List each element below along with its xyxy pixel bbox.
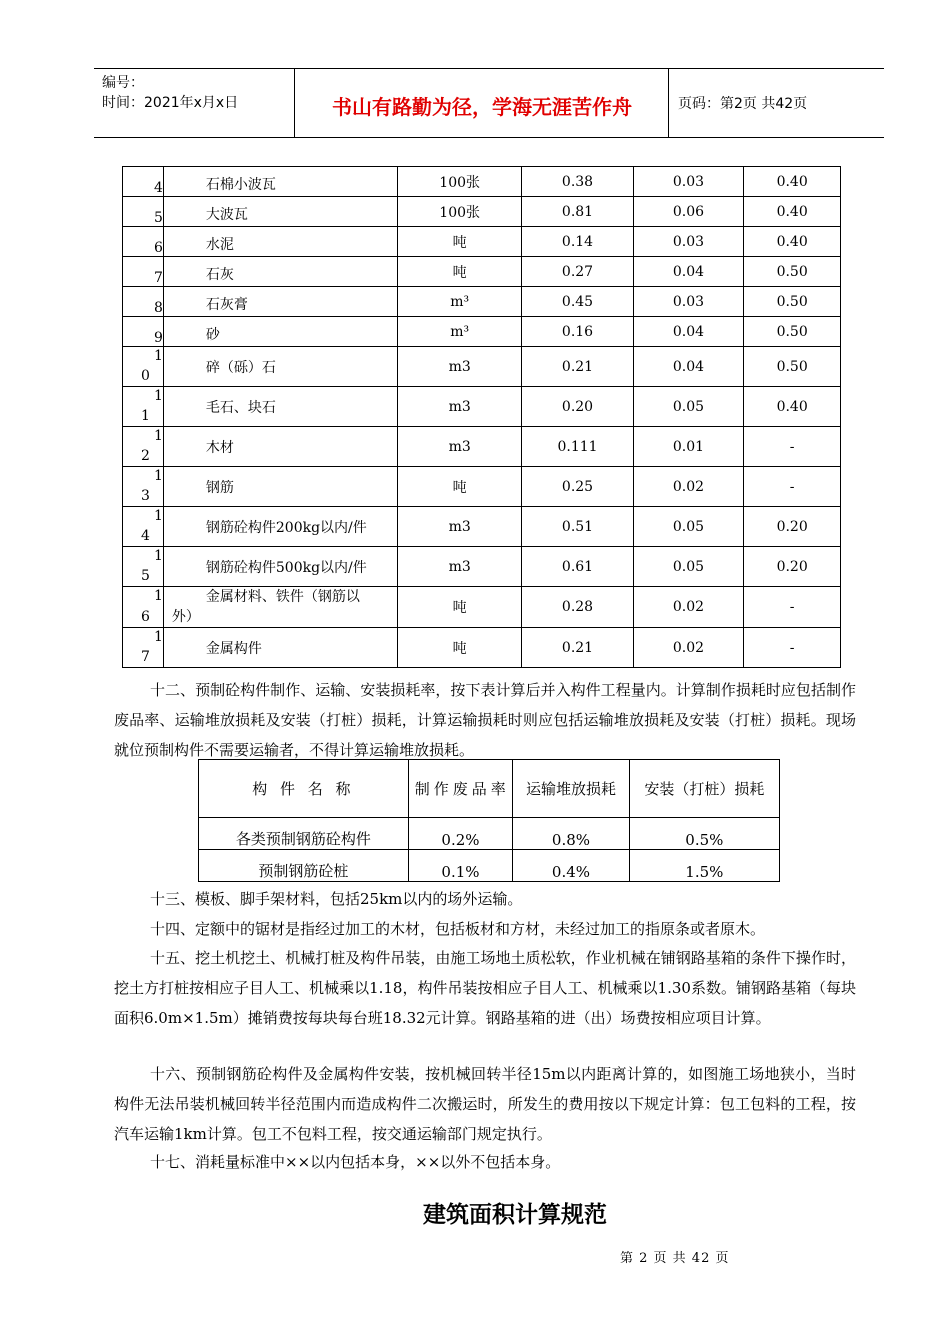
value-cell: 0.01 [633,427,744,467]
value-cell: 0.04 [633,347,744,387]
row-number-tens: 1 [153,348,163,364]
table-row [199,818,780,850]
material-loss-table [122,166,841,668]
value-cell: 0.02 [633,467,744,507]
row-number: 8 [123,287,164,317]
value-cell: 0.50 [744,287,841,317]
row-number-units: 3 [141,488,150,504]
row-number [123,507,164,547]
value-cell: 0.20 [744,547,841,587]
material-name: 碎（砾）石 [163,347,397,387]
row-number [123,547,164,587]
value-cell: 0.16 [522,317,633,347]
row-number: 5 [123,197,164,227]
unit: m³ [397,287,521,317]
unit: m3 [397,507,521,547]
section-title: 建筑面积计算规范 [423,1202,607,1228]
row-number-units: 4 [141,528,150,544]
value-cell: 0.02 [633,587,744,628]
value-cell: - [744,628,841,668]
material-name: 钢筋砼构件200kg以内/件 [163,507,397,547]
unit: m3 [397,347,521,387]
motto: 书山有路勤为径，学海无涯苦作舟 [332,95,632,119]
row-number: 9 [123,317,164,347]
table-row [123,427,841,467]
value-cell: 0.28 [522,587,633,628]
cell: 0.2% [408,818,513,850]
table-header-row [199,760,780,818]
value-cell: 0.05 [633,387,744,427]
value-cell: 0.40 [744,227,841,257]
value-cell: 0.40 [744,197,841,227]
unit: m3 [397,547,521,587]
cell: 各类预制钢筋砼构件 [199,818,409,850]
value-cell: 0.03 [633,167,744,197]
table-row [123,628,841,668]
table-row [123,507,841,547]
row-number-tens: 1 [153,588,163,604]
value-cell: 0.21 [522,628,633,668]
code-label: 编号： [102,75,144,91]
material-name: 钢筋砼构件500kg以内/件 [163,547,397,587]
value-cell: 0.04 [633,257,744,287]
value-cell: 0.21 [522,347,633,387]
cell: 1.5% [629,850,779,882]
row-number-units: 0 [141,368,150,384]
unit: m3 [397,387,521,427]
value-cell: 0.05 [633,547,744,587]
cell: 0.1% [408,850,513,882]
row-number-units: 7 [141,649,150,665]
paragraph-13: 十三、模板、脚手架材料，包括25km以内的场外运输。 [150,890,523,908]
unit: 吨 [397,257,521,287]
row-number-tens: 1 [153,629,163,645]
page-info: 页码：第2页 共42页 [678,96,808,112]
value-cell: 0.27 [522,257,633,287]
value-cell: 0.06 [633,197,744,227]
table-row [123,347,841,387]
material-name: 毛石、块石 [163,387,397,427]
value-cell: 0.45 [522,287,633,317]
header-name: 构 件 名 称 [199,760,409,818]
value-cell: - [744,427,841,467]
value-cell: - [744,467,841,507]
row-number [123,347,164,387]
row-number: 4 [123,167,164,197]
row-number [123,387,164,427]
unit: m³ [397,317,521,347]
paragraph-16: 十六、预制钢筋砼构件及金属构件安装，按机械回转半径15m以内距离计算的，如图施工场地狭小，当时构件无法吊装机械回转半径范围内而造成构件二次搬运时，所发生的费用按以下规定计算：包工包料的工程，按汽车运输1km计算。包工不包料工程，按交通运输部门规定执行。 [114,1065,856,1143]
table-row [123,167,841,197]
value-cell: 0.38 [522,167,633,197]
value-cell: 0.40 [744,387,841,427]
row-number [123,467,164,507]
material-name: 砂 [163,317,397,347]
value-cell: 0.25 [522,467,633,507]
value-cell: 0.50 [744,347,841,387]
header-install-loss: 安装（打桩）损耗 [629,760,779,818]
table-row [123,317,841,347]
material-name: 钢筋 [163,467,397,507]
header-defect-rate: 制作废品率 [408,760,513,818]
value-cell: 0.50 [744,257,841,287]
row-number-tens: 1 [153,468,163,484]
row-number-tens: 1 [153,388,163,404]
value-cell: 0.14 [522,227,633,257]
unit: 吨 [397,467,521,507]
material-name: 石棉小波瓦 [163,167,397,197]
unit: 吨 [397,628,521,668]
row-number: 7 [123,257,164,287]
unit: 吨 [397,227,521,257]
value-cell: 0.51 [522,507,633,547]
value-cell: 0.04 [633,317,744,347]
table-row [123,227,841,257]
material-name: 水泥 [163,227,397,257]
table-row [199,850,780,882]
table-row [123,197,841,227]
value-cell: 0.50 [744,317,841,347]
value-cell: 0.111 [522,427,633,467]
row-number-units: 5 [141,568,150,584]
page-header [94,68,884,138]
page-footer: 第 2 页 共 42 页 [620,1251,730,1266]
value-cell: 0.03 [633,287,744,317]
row-number-units: 1 [141,408,150,424]
row-number-units: 2 [141,448,150,464]
material-name: 大波瓦 [163,197,397,227]
row-number-tens: 1 [153,548,163,564]
paragraph-12: 十二、预制砼构件制作、运输、安装损耗率，按下表计算后并入构件工程量内。计算制作损耗时应包括制作废品率、运输堆放损耗及安装（打桩）损耗，计算运输损耗时则应包括运输堆放损耗及安装（打桩）损耗。现场就位预制构件不需要运输者，不得计算运输堆放损耗。 [114,681,856,759]
value-cell: 0.81 [522,197,633,227]
paragraph-15: 十五、挖土机挖土、机械打桩及构件吊装，由施工场地土质松软，作业机械在铺钢路基箱的条件下操作时，挖土方打桩按相应子目人工、机械乘以1.18，构件吊装按相应子目人工、机械乘以1.30系数。铺钢路基箱（每块面积6.0m×1.5m）摊销费按每块每台班18.32元计算。钢路基箱的进（出）场费按相应项目计算。 [114,949,856,1027]
value-cell: 0.20 [522,387,633,427]
header-meta [102,73,238,113]
value-cell: 0.02 [633,628,744,668]
material-name [163,587,397,628]
precast-loss-table [198,759,780,882]
table-row [123,287,841,317]
row-number-tens: 1 [153,508,163,524]
unit: m3 [397,427,521,467]
paragraph-17: 十七、消耗量标准中××以内包括本身，××以外不包括本身。 [150,1153,561,1171]
unit: 100张 [397,167,521,197]
header-divider [668,69,669,137]
header-transport-loss: 运输堆放损耗 [513,760,629,818]
value-cell: 0.61 [522,547,633,587]
unit: 100张 [397,197,521,227]
table-row [123,587,841,628]
material-name-line: 金属材料、铁件（钢筋以 [205,589,360,605]
material-name-line: 外） [171,609,200,625]
material-name: 金属构件 [163,628,397,668]
row-number: 6 [123,227,164,257]
value-cell: 0.05 [633,507,744,547]
table-row [123,387,841,427]
row-number [123,427,164,467]
value-cell: - [744,587,841,628]
time-label: 时间：2021年x月x日 [102,95,239,111]
table-row [123,257,841,287]
cell: 0.8% [513,818,629,850]
material-name: 石灰 [163,257,397,287]
material-name: 石灰膏 [163,287,397,317]
material-name: 木材 [163,427,397,467]
cell: 预制钢筋砼桩 [199,850,409,882]
row-number [123,587,164,628]
unit: 吨 [397,587,521,628]
table-row [123,547,841,587]
cell: 0.4% [513,850,629,882]
value-cell: 0.40 [744,167,841,197]
paragraph-14: 十四、定额中的锯材是指经过加工的木材，包括板材和方材，未经过加工的指原条或者原木。 [150,920,766,938]
row-number [123,628,164,668]
cell: 0.5% [629,818,779,850]
row-number-units: 6 [141,609,150,625]
row-number-tens: 1 [153,428,163,444]
value-cell: 0.20 [744,507,841,547]
value-cell: 0.03 [633,227,744,257]
table-row [123,467,841,507]
header-divider [294,69,295,137]
